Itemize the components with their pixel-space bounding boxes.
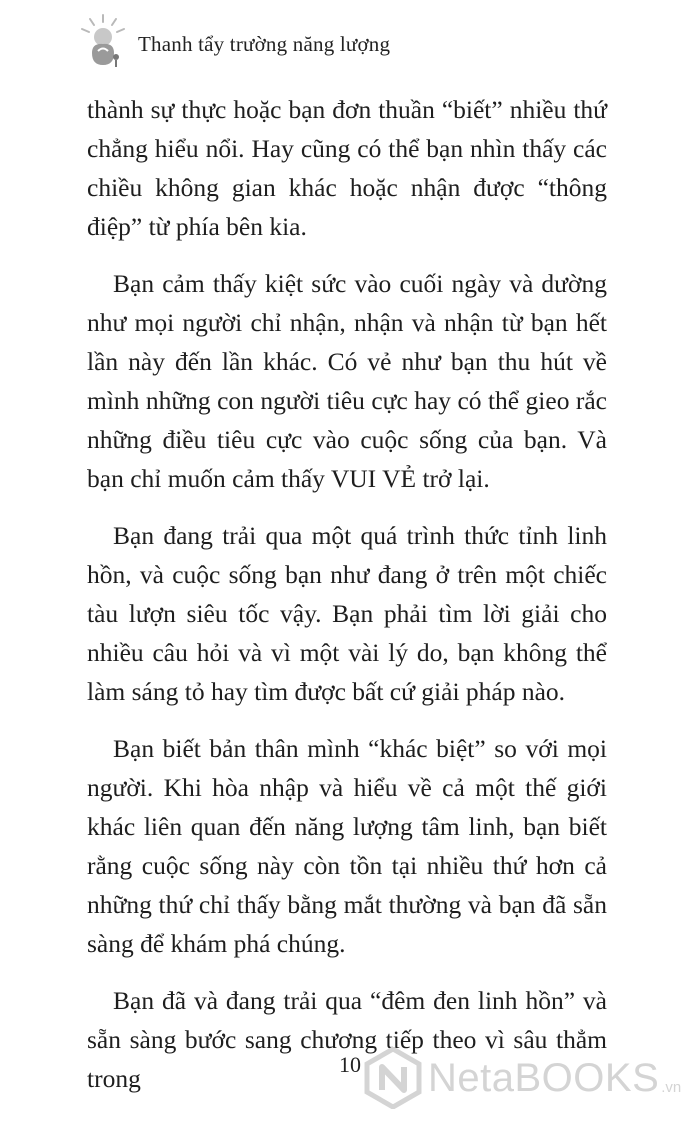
watermark <box>362 1046 681 1110</box>
body-text <box>87 90 607 1116</box>
lightbulb-figure-icon <box>78 13 128 69</box>
paragraph-4: Bạn biết bản thân mình “khác biệt” so với mọi người. Khi hòa nhập và hiểu về cả một thế giới khác liên quan đến năng lượng tâm linh, bạn biết rằng cuộc sống này còn tồn tại nhiều thứ hơn cả những thứ chỉ thấy bằng mắt thường và bạn đã sẵn sàng để khám phá chúng. <box>87 734 607 958</box>
paragraph-2: Bạn cảm thấy kiệt sức vào cuối ngày và dường như mọi người chỉ nhận, nhận và nhận từ bạn hết lần này đến lần khác. Có vẻ như bạn thu hút về mình những con người tiêu cực hay có thể gieo rắc những điều tiêu cực vào cuộc sống của bạn. Và bạn chỉ muốn cảm thấy VUI VẺ trở lại. <box>87 269 607 493</box>
paragraph-3: Bạn đang trải qua một quá trình thức tỉnh linh hồn, và cuộc sống bạn như đang ở trên một chiếc tàu lượn siêu tốc vậy. Bạn phải tìm lời giải cho nhiều câu hỏi và vì một vài lý do, bạn không thể làm sáng tỏ hay tìm được bất cứ giải pháp nào. <box>87 521 607 706</box>
paragraph-1: thành sự thực hoặc bạn đơn thuần “biết” nhiều thứ chẳng hiểu nổi. Hay cũng có thể bạn nhìn thấy các chiều không gian khác hoặc nhận được “thông điệp” từ phía bên kia. <box>87 95 607 241</box>
page-header <box>78 10 390 72</box>
watermark-brand: NetaBOOKS <box>428 1055 660 1100</box>
netabooks-logo-icon <box>362 1047 424 1109</box>
page-number: 10 <box>339 1052 361 1077</box>
watermark-suffix: .vn <box>661 1078 682 1096</box>
paragraph-5: Bạn đã và đang trải qua “đêm đen linh hồn” và sẵn sàng bước sang chương tiếp theo vì sâu thẳm trong <box>87 986 607 1093</box>
running-title: Thanh tẩy trường năng lượng <box>138 31 391 56</box>
